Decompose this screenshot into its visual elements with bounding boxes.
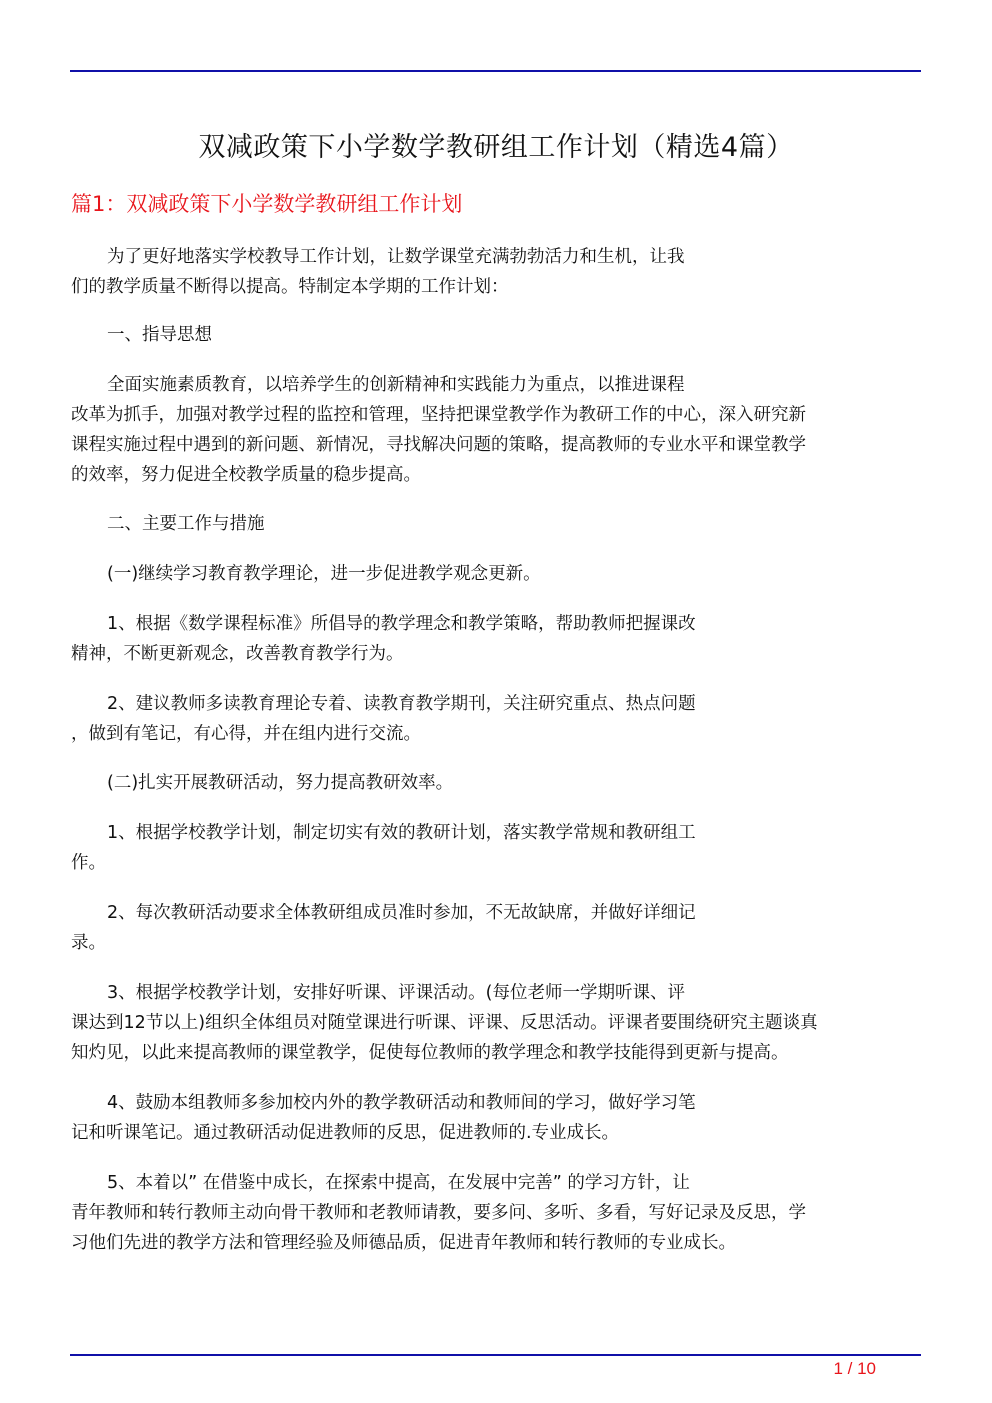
text-line: 作。 [71,853,106,873]
header-rule [70,70,921,72]
text-line: (二)扎实开展教研活动，努力提高教研效率。 [107,773,454,793]
paragraph-item [71,689,921,749]
footer-rule [70,1354,921,1356]
text-line: 5、本着以” 在借鉴中成长，在探索中提高，在发展中完善” 的学习方针，让 [107,1173,690,1193]
page-number: 1 / 10 [833,1359,876,1378]
text-line: 课达到12节以上)组织全体组员对随堂课进行听课、评课、反思活动。评课者要围绕研究主题谈真 [71,1013,818,1033]
text-line: ，做到有笔记，有心得，并在组内进行交流。 [71,724,421,744]
paragraph-item [71,1168,921,1258]
text-line: 知灼见，以此来提高教师的课堂教学，促使每位教师的教学理念和教学技能得到更新与提高。 [71,1043,789,1063]
text-line: (一)继续学习教育教学理论，进一步促进教学观念更新。 [107,564,541,584]
text-line: 2、每次教研活动要求全体教研组成员准时参加，不无故缺席，并做好详细记 [107,903,696,923]
text-line: 3、根据学校教学计划，安排好听课、评课活动。(每位老师一学期听课、评 [107,983,685,1003]
text-line: 精神，不断更新观念，改善教育教学行为。 [71,644,404,664]
paragraph-item [71,1088,921,1148]
text-line: 1、根据学校教学计划，制定切实有效的教研计划，落实教学常规和教研组工 [107,823,696,843]
subheading-part-one [71,559,921,589]
paragraph-intro [71,242,921,302]
text-line: 们的教学质量不断得以提高。特制定本学期的工作计划： [71,277,509,297]
text-line: 课程实施过程中遇到的新问题、新情况，寻找解决问题的策略，提高教师的专业水平和课堂教学 [71,435,806,455]
paragraph-item [71,898,921,958]
text-line: 二、主要工作与措施 [107,514,265,534]
paragraph-item [71,818,921,878]
subheading-guiding-ideology [71,320,921,350]
text-line: 1、根据《数学课程标准》所倡导的教学理念和教学策略，帮助教师把握课改 [107,614,696,634]
text-line: 2、建议教师多读教育理论专着、读教育教学期刊，关注研究重点、热点问题 [107,694,696,714]
subheading-part-two [71,768,921,798]
text-line: 为了更好地落实学校教导工作计划，让数学课堂充满勃勃活力和生机，让我 [107,247,685,267]
text-line: 一、指导思想 [107,325,212,345]
text-line: 录。 [71,933,106,953]
text-line: 记和听课笔记。通过教研活动促进教师的反思，促进教师的.专业成长。 [71,1123,620,1143]
text-line: 青年教师和转行教师主动向骨干教师和老教师请教，要多问、多听、多看，写好记录及反思，学 [71,1203,806,1223]
text-line: 全面实施素质教育，以培养学生的创新精神和实践能力为重点，以推进课程 [107,375,685,395]
section-heading: 篇1：双减政策下小学数学教研组工作计划 [71,192,463,216]
paragraph-guiding-ideology [71,370,921,490]
document-title: 双减政策下小学数学教研组工作计划（精选4篇） [198,132,794,163]
text-line: 4、鼓励本组教师多参加校内外的教学教研活动和教师间的学习，做好学习笔 [107,1093,696,1113]
text-line: 习他们先进的教学方法和管理经验及师德品质，促进青年教师和转行教师的专业成长。 [71,1233,736,1253]
text-line: 改革为抓手，加强对教学过程的监控和管理，坚持把课堂教学作为教研工作的中心，深入研究新 [71,405,806,425]
paragraph-item [71,609,921,669]
subheading-main-work [71,509,921,539]
text-line: 的效率，努力促进全校教学质量的稳步提高。 [71,465,421,485]
paragraph-item [71,978,921,1068]
